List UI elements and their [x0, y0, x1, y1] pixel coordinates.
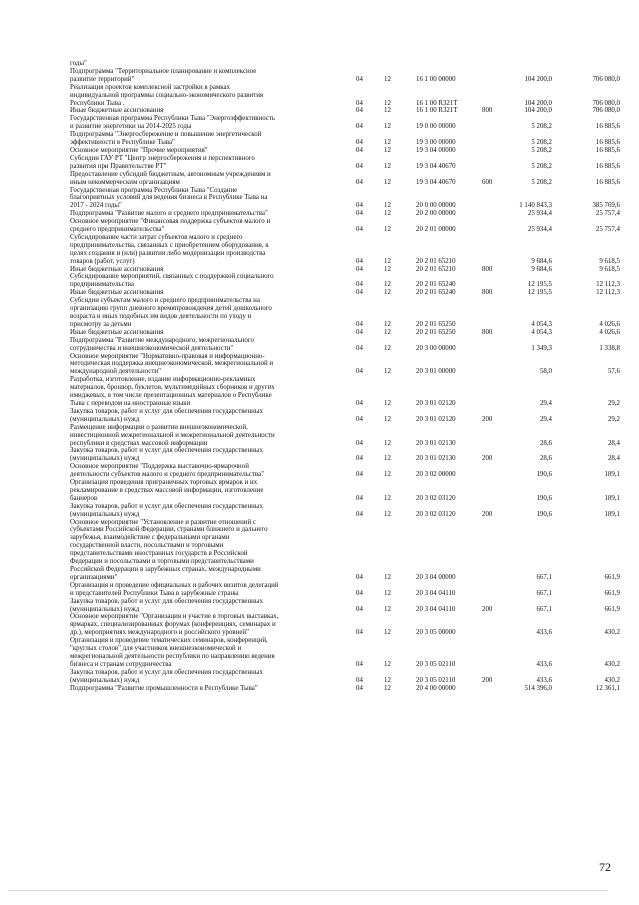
amount-year-2: 4 026,6 [599, 320, 620, 328]
row-name: Размещение информации о развитии внешнеэкономической, инвестиционной межрегиональной и межрегиональной деятельности республики в средствах массовой информации [70, 423, 275, 447]
section-code: 04 [356, 257, 363, 265]
amount-year-1: 5 208,2 [531, 123, 552, 131]
table-row [70, 234, 620, 266]
target-article-code: 19 3 04 40670 [416, 178, 456, 186]
section-code: 04 [356, 510, 363, 518]
amount-year-1: 667,1 [536, 605, 552, 613]
table-row [70, 424, 620, 448]
amount-year-1: 104 200,0 [524, 99, 552, 107]
amount-year-1: 667,1 [536, 573, 552, 581]
amount-year-2: 385 769,6 [592, 202, 620, 210]
amount-year-1: 9 684,6 [531, 265, 552, 273]
row-name: Организация и проведение тематических семинаров, конференций, "круглых столов" для участников внешнеэкономической и межрегиональной деятельности республики по направлению ведения бизнеса и странам сотрудничества [70, 637, 275, 668]
expense-type-code: 800 [482, 107, 493, 115]
target-article-code: 20 2 01 65240 [416, 281, 456, 289]
amount-year-1: 5 208,2 [531, 139, 552, 147]
table-row [70, 582, 620, 598]
row-name: Организация и проведение официальных и рабочих визитов делегаций и представителей Республики Тыва в зарубежные страны [70, 581, 279, 597]
target-article-code: 19 3 04 40670 [416, 162, 456, 170]
subsection-code: 12 [384, 494, 391, 502]
row-name: Субсидирование мероприятий, связанных с поддержкой социального предпринимательства [70, 273, 274, 289]
section-code: 04 [356, 629, 363, 637]
amount-year-2: 661,9 [604, 605, 620, 613]
subsection-code: 12 [384, 589, 391, 597]
amount-year-2: 25 757,4 [595, 226, 620, 234]
amount-year-2: 706 080,0 [592, 107, 620, 115]
amount-year-2: 4 026,6 [599, 328, 620, 336]
row-name: Реализация проектов комплексной застройки в рамках индивидуальной программы социально-экономического развития Республики Тыва . [70, 83, 264, 107]
amount-year-1: 667,1 [536, 589, 552, 597]
section-code: 04 [356, 439, 363, 447]
table-row [70, 376, 620, 408]
target-article-code: 20 3 01 00000 [416, 368, 456, 376]
row-name: Субсидии ГАУ РТ "Центр энергосбережения и перспективного развития при Правительстве РТ" [70, 154, 255, 170]
target-article-code: 20 3 01 02130 [416, 439, 456, 447]
amount-year-2: 12 112,3 [596, 281, 620, 289]
row-name: Разработка, изготовление, издание информационно-рекламных материалов, брошюр, буклетов, мультимедийных сборников и других имиджевых, в том числе презентационных материалов о Республике Тыва с переводом на иностранные языки [70, 376, 275, 407]
amount-year-1: 29,4 [539, 415, 552, 423]
amount-year-1: 4 054,3 [531, 328, 552, 336]
subsection-code: 12 [384, 399, 391, 407]
amount-year-2: 706 080,0 [592, 75, 620, 83]
target-article-code: 20 3 01 02130 [416, 455, 456, 463]
amount-year-1: 1 140 843,3 [519, 202, 552, 210]
subsection-code: 12 [384, 510, 391, 518]
row-name: Подпрограмма "Развитие малого и среднего предпринимательства" [70, 210, 268, 218]
section-code: 04 [356, 226, 363, 234]
amount-year-2: 28,4 [607, 455, 620, 463]
expense-type-code: 200 [482, 510, 493, 518]
row-name: Основное мероприятие "Финансовая поддержка субъектов малого и среднего предпринимательства" [70, 218, 271, 234]
table-row [70, 613, 620, 637]
table-row [70, 273, 620, 289]
target-article-code: 20 3 00 00000 [416, 344, 456, 352]
row-name: Иные бюджетные ассигнования [70, 289, 164, 297]
amount-year-1: 1 349,3 [531, 344, 552, 352]
subsection-code: 12 [384, 257, 391, 265]
subsection-code: 12 [384, 265, 391, 273]
table-row [70, 84, 620, 108]
table-row [70, 353, 620, 377]
row-name: Закупка товаров, работ и услуг для обеспечения государственных (муниципальных) нужд [70, 407, 263, 423]
row-name: Субсидии субъектам малого и среднего предпринимательства на организацию групп дневного времяпровождения детей дошкольного возраста и иных подобных им видов деятельности по уходу и присмотру за детьми [70, 297, 272, 328]
expense-type-code: 200 [482, 455, 493, 463]
table-row [70, 155, 620, 171]
target-article-code: 19 0 00 00000 [416, 123, 456, 131]
subsection-code: 12 [384, 471, 391, 479]
target-article-code: 20 3 05 02110 [416, 676, 456, 684]
row-name: Предоставление субсидий бюджетным, автономным учреждениям и иным некоммерческим организациям [70, 170, 271, 186]
row-name: Закупка товаров, работ и услуг для обеспечения государственных (муниципальных) нужд [70, 502, 263, 518]
section-code: 04 [356, 471, 363, 479]
amount-year-1: 514 396,0 [524, 684, 552, 692]
row-name: Подпрограмма "Энергосбережение и повышение энергетической эффективности в Республике Тыва" [70, 131, 262, 147]
amount-year-2: 16 885,6 [595, 146, 620, 154]
target-article-code: 20 2 01 65240 [416, 289, 456, 297]
subsection-code: 12 [384, 107, 391, 115]
subsection-code: 12 [384, 162, 391, 170]
amount-year-2: 430,2 [604, 660, 620, 668]
section-code: 04 [356, 494, 363, 502]
section-code: 04 [356, 573, 363, 581]
amount-year-2: 189,1 [604, 471, 620, 479]
target-article-code: 20 3 04 04110 [416, 605, 456, 613]
row-name: Иные бюджетные ассигнования [70, 265, 164, 273]
row-name: Закупка товаров, работ и услуг для обеспечения государственных (муниципальных) нужд [70, 668, 263, 684]
row-name: Государственная программа Республики Тыва "Создание благоприятных условий для ведения бизнеса в Республике Тыва на 2017 - 2024 годы" [70, 186, 268, 210]
amount-year-1: 25 934,4 [527, 226, 552, 234]
table-row [70, 637, 620, 669]
amount-year-2: 661,9 [604, 589, 620, 597]
amount-year-1: 4 054,3 [531, 320, 552, 328]
subsection-code: 12 [384, 289, 391, 297]
section-code: 04 [356, 605, 363, 613]
row-name: Основное мероприятие "Прочие мероприятия" [70, 146, 208, 154]
section-code: 04 [356, 202, 363, 210]
section-code: 04 [356, 289, 363, 297]
section-code: 04 [356, 455, 363, 463]
table-row [70, 218, 620, 234]
amount-year-1: 433,6 [536, 676, 552, 684]
subsection-code: 12 [384, 178, 391, 186]
table-row [70, 337, 620, 353]
target-article-code: 20 3 05 02110 [416, 660, 456, 668]
amount-year-2: 28,4 [607, 439, 620, 447]
amount-year-1: 190,6 [536, 494, 552, 502]
section-code: 04 [356, 328, 363, 336]
target-article-code: 20 2 01 65210 [416, 265, 456, 273]
subsection-code: 12 [384, 455, 391, 463]
row-name: Основное мероприятие "Установление и развитие отношений с субъектами Российской Федерации, странами ближнего и дальнего зарубежья, взаимодействие с федеральными органами государственной власти, посольствами и торговыми представительствами иностранных государств в Российской Федерации и посольствами и торговыми представительствами Российской Федерации в зарубежных странах, международными организациями" [70, 518, 268, 581]
table-row [70, 669, 620, 685]
target-article-code: 19 3 00 00000 [416, 139, 456, 147]
target-article-code: 20 3 01 02120 [416, 399, 456, 407]
amount-year-1: 9 684,6 [531, 257, 552, 265]
target-article-code: 20 3 04 04110 [416, 589, 456, 597]
row-name: Основное мероприятие "Организация и участие в торговых выставках, ярмарках, специализированных форумах (конференциях, семинарах и др.), мероприятиях международного и российского уровней" [70, 613, 279, 637]
table-row [70, 115, 620, 131]
subsection-code: 12 [384, 328, 391, 336]
target-article-code: 20 2 00 00000 [416, 210, 456, 218]
subsection-code: 12 [384, 439, 391, 447]
table-row [70, 297, 620, 329]
amount-year-1: 29,4 [539, 399, 552, 407]
subsection-code: 12 [384, 210, 391, 218]
target-article-code: 20 2 01 65250 [416, 328, 456, 336]
row-name: Закупка товаров, работ и услуг для обеспечения государственных (муниципальных) нужд [70, 597, 263, 613]
target-article-code: 16 1 00 R321T [416, 107, 458, 115]
target-article-code: 20 3 05 00000 [416, 629, 456, 637]
subsection-code: 12 [384, 139, 391, 147]
amount-year-2: 9 618,5 [599, 257, 620, 265]
table-row [70, 503, 620, 519]
amount-year-2: 16 885,6 [595, 162, 620, 170]
subsection-code: 12 [384, 281, 391, 289]
target-article-code: 16 1 00 00000 [416, 75, 456, 83]
subsection-code: 12 [384, 226, 391, 234]
row-name: Основное мероприятие "Поддержка выставочно-ярмарочной деятельности субъектов малого и среднего предпринимательства" [70, 463, 264, 479]
expense-type-code: 200 [482, 415, 493, 423]
amount-year-2: 16 885,6 [595, 139, 620, 147]
amount-year-2: 12 112,3 [596, 289, 620, 297]
section-code: 04 [356, 178, 363, 186]
target-article-code: 20 3 02 00000 [416, 471, 456, 479]
table-row [70, 171, 620, 187]
amount-year-2: 661,9 [604, 573, 620, 581]
target-article-code: 20 3 02 03120 [416, 510, 456, 518]
target-article-code: 16 1 00 R321T [416, 99, 458, 107]
section-code: 04 [356, 676, 363, 684]
subsection-code: 12 [384, 368, 391, 376]
row-name: Государственная программа Республики Тыва "Энергоэффективность и развитие энергетики на 2014-2025 годы [70, 115, 276, 131]
row-name: Организация проведения приграничных торговых ярмарок и их рекламирование в средствах массовой информации, изготовление баннеров [70, 479, 264, 502]
section-code: 04 [356, 589, 363, 597]
amount-year-1: 433,6 [536, 629, 552, 637]
row-name: Основное мероприятие "Нормативно-правовая и информационно- методическая поддержка внешнеэкономической, межрегиональной и международной деятельности" [70, 352, 274, 376]
target-article-code: 20 3 04 00000 [416, 573, 456, 581]
table-row [70, 408, 620, 424]
table-row [70, 329, 620, 337]
target-article-code: 20 4 00 00000 [416, 684, 456, 692]
amount-year-1: 5 208,2 [531, 162, 552, 170]
amount-year-2: 16 885,6 [595, 178, 620, 186]
table-row [70, 463, 620, 479]
section-code: 04 [356, 660, 363, 668]
expense-type-code: 800 [482, 289, 493, 297]
subsection-code: 12 [384, 660, 391, 668]
target-article-code: 20 2 01 00000 [416, 226, 456, 234]
amount-year-1: 190,6 [536, 471, 552, 479]
amount-year-1: 12 195,5 [527, 289, 552, 297]
amount-year-2: 706 080,0 [592, 99, 620, 107]
section-code: 04 [356, 107, 363, 115]
section-code: 04 [356, 344, 363, 352]
section-code: 04 [356, 281, 363, 289]
table-row [70, 147, 620, 155]
amount-year-1: 433,6 [536, 660, 552, 668]
subsection-code: 12 [384, 415, 391, 423]
amount-year-1: 5 208,2 [531, 178, 552, 186]
amount-year-2: 16 885,6 [595, 123, 620, 131]
target-article-code: 20 3 01 02120 [416, 415, 456, 423]
expense-type-code: 600 [482, 178, 493, 186]
subsection-code: 12 [384, 605, 391, 613]
row-name: годы" [70, 60, 87, 67]
table-row [70, 519, 620, 582]
amount-year-1: 5 208,2 [531, 146, 552, 154]
row-name: Подпрограмма "Развитие промышленности в Республике Тыва" [70, 684, 258, 692]
subsection-code: 12 [384, 320, 391, 328]
section-code: 04 [356, 75, 363, 83]
amount-year-2: 29,2 [607, 415, 620, 423]
subsection-code: 12 [384, 629, 391, 637]
section-code: 04 [356, 146, 363, 154]
section-code: 04 [356, 139, 363, 147]
target-article-code: 20 3 02 03120 [416, 494, 456, 502]
table-row [70, 289, 620, 297]
amount-year-1: 12 195,5 [527, 281, 552, 289]
target-article-code: 20 2 01 65210 [416, 257, 456, 265]
amount-year-1: 28,6 [539, 439, 552, 447]
row-name: Закупка товаров, работ и услуг для обеспечения государственных (муниципальных) нужд [70, 447, 263, 463]
section-code: 04 [356, 368, 363, 376]
section-code: 04 [356, 320, 363, 328]
budget-table [70, 60, 620, 693]
section-code: 04 [356, 162, 363, 170]
scan-edge-line [8, 890, 608, 891]
row-name: Субсидирование части затрат субъектов малого и среднего предпринимательства, связанных с приобретением оборудования, в целях создания и (или) развития либо модернизации производства товаров (работ, услуг) [70, 233, 269, 265]
amount-year-2: 430,2 [604, 629, 620, 637]
row-name: Подпрограмма "Развитие международного, межрегионального сотрудничества и внешнеэкономической деятельности" [70, 336, 254, 352]
target-article-code: 19 3 04 00000 [416, 146, 456, 154]
amount-year-1: 58,0 [539, 368, 552, 376]
table-row [70, 187, 620, 211]
section-code: 04 [356, 210, 363, 218]
table-row [70, 447, 620, 463]
subsection-code: 12 [384, 99, 391, 107]
amount-year-1: 104 200,0 [524, 75, 552, 83]
amount-year-1: 28,6 [539, 455, 552, 463]
table-row [70, 685, 620, 693]
amount-year-2: 29,2 [607, 399, 620, 407]
expense-type-code: 200 [482, 605, 493, 613]
table-row [70, 479, 620, 503]
target-article-code: 20 2 01 65250 [416, 320, 456, 328]
expense-type-code: 800 [482, 328, 493, 336]
section-code: 04 [356, 684, 363, 692]
amount-year-2: 57,6 [607, 368, 620, 376]
table-row [70, 60, 620, 68]
subsection-code: 12 [384, 202, 391, 210]
table-row [70, 266, 620, 274]
target-article-code: 20 0 00 00000 [416, 202, 456, 210]
subsection-code: 12 [384, 344, 391, 352]
table-row [70, 210, 620, 218]
amount-year-1: 190,6 [536, 510, 552, 518]
amount-year-2: 9 618,5 [599, 265, 620, 273]
subsection-code: 12 [384, 75, 391, 83]
amount-year-2: 430,2 [604, 676, 620, 684]
row-name: Подпрограмма "Территориальное планирование и комплексное развитие территорий" [70, 67, 257, 83]
table-row [70, 598, 620, 614]
page-number: 72 [599, 860, 611, 874]
subsection-code: 12 [384, 573, 391, 581]
expense-type-code: 800 [482, 265, 493, 273]
amount-year-1: 25 934,4 [527, 210, 552, 218]
section-code: 04 [356, 415, 363, 423]
amount-year-1: 104 200,0 [524, 107, 552, 115]
table-row [70, 131, 620, 147]
table-row [70, 107, 620, 115]
amount-year-2: 1 338,8 [599, 344, 620, 352]
subsection-code: 12 [384, 676, 391, 684]
table-row [70, 68, 620, 84]
amount-year-2: 189,1 [604, 510, 620, 518]
amount-year-2: 189,1 [604, 494, 620, 502]
amount-year-2: 25 757,4 [595, 210, 620, 218]
section-code: 04 [356, 399, 363, 407]
expense-type-code: 200 [482, 676, 493, 684]
subsection-code: 12 [384, 684, 391, 692]
row-name: Иные бюджетные ассигнования [70, 107, 164, 115]
row-name: Иные бюджетные ассигнования [70, 328, 164, 336]
subsection-code: 12 [384, 123, 391, 131]
section-code: 04 [356, 99, 363, 107]
amount-year-2: 12 361,1 [595, 684, 620, 692]
section-code: 04 [356, 265, 363, 273]
subsection-code: 12 [384, 146, 391, 154]
section-code: 04 [356, 123, 363, 131]
